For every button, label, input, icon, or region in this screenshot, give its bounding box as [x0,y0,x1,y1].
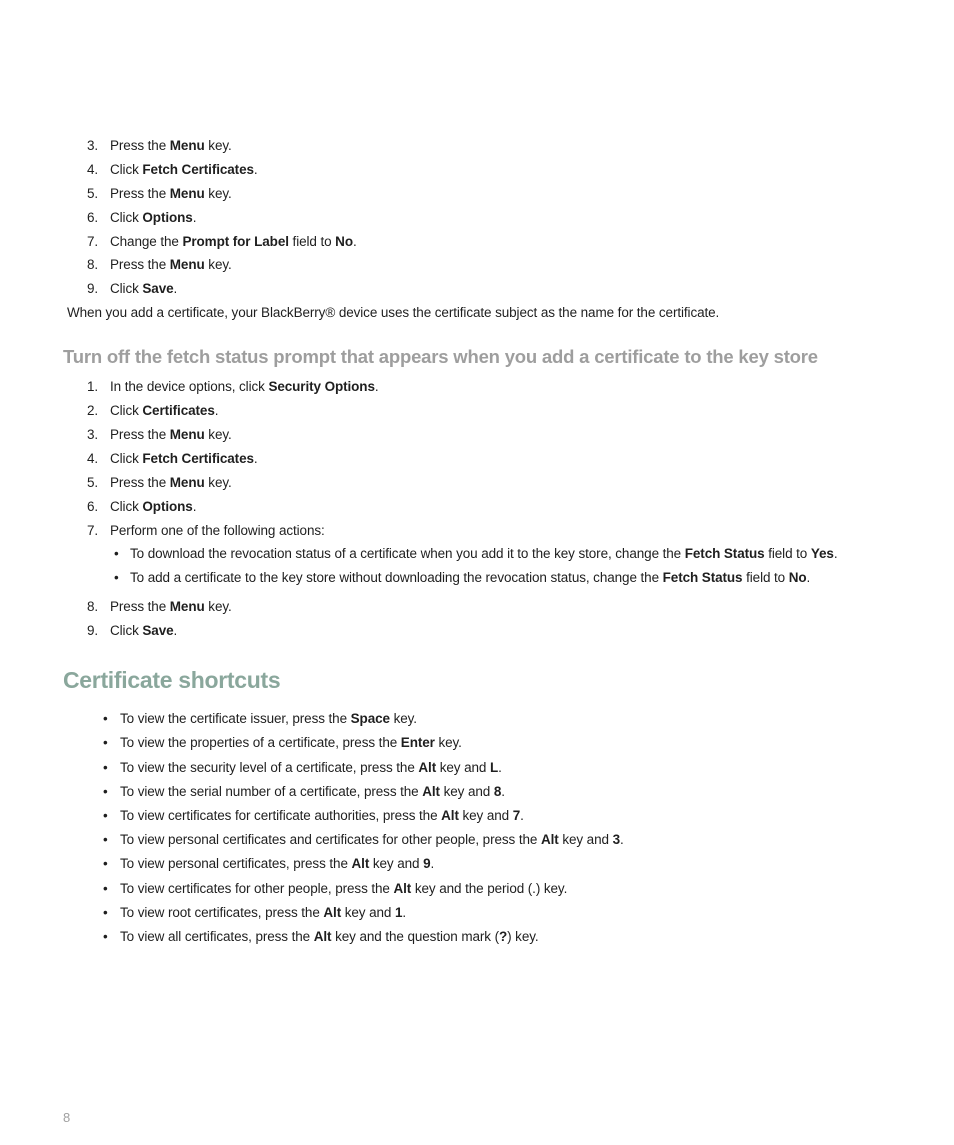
text-segment: key. [204,257,232,272]
text-segment: key and [341,905,395,920]
bold-term: Fetch Status [662,570,743,585]
text-segment: . [833,546,838,561]
bold-term: 1 [394,905,403,920]
text-segment: field to [742,570,789,585]
bold-term: L [489,760,499,775]
shortcuts-heading: Certificate shortcuts [63,667,281,693]
bold-term: Alt [393,881,412,896]
text-segment: To view all certificates, press the [120,929,314,944]
bullet-icon: • [103,881,108,896]
text-segment: key and [558,832,613,847]
text-segment: key and the period (.) key. [411,881,568,896]
bullet-icon: • [103,808,108,823]
text-segment: . [520,808,524,823]
text-segment: key and [436,760,490,775]
bullet-icon: • [103,905,108,920]
bold-term: Options [142,210,193,225]
text-segment: . [501,784,505,799]
bold-term: Certificates [142,403,215,418]
text-segment: . [498,760,502,775]
bold-term: Alt [313,929,332,944]
text-segment: ) key. [507,929,539,944]
text-segment: . [402,905,407,920]
text-segment: . [806,570,811,585]
bold-term: No [335,234,353,249]
text-segment: Click [110,623,143,638]
bold-term: Alt [422,784,440,799]
bold-term: 7 [512,808,521,823]
bold-term: 3 [612,832,620,847]
text-segment: . [374,379,379,394]
bold-term: Yes [810,546,834,561]
note-paragraph: When you add a certificate, your BlackBerry® device uses the certificate subject as the name for the certificate. [67,305,720,320]
bold-term: Security Options [268,379,375,394]
text-segment: To view the properties of a certificate, press the [120,735,401,750]
text-segment: . [253,162,258,177]
text-segment: . [253,451,258,466]
bold-term: Menu [169,138,205,153]
bold-term: Menu [169,186,205,201]
text-segment: key and [458,808,513,823]
bold-term: Enter [400,735,435,750]
bullet-icon: • [103,856,108,871]
text-segment: . [173,281,178,296]
bold-term: Save [142,623,174,638]
text-segment: . [173,623,178,638]
text-segment: key. [389,711,417,726]
bold-term: Menu [169,427,205,442]
text-segment: Press the [110,138,170,153]
text-segment: To view personal certificates, press the [120,856,352,871]
text-segment: . [192,210,197,225]
text-segment: key. [204,475,232,490]
bold-term: Alt [351,856,370,871]
text-segment: field to [288,234,336,249]
text-segment: Click [110,210,143,225]
text-segment: key. [204,186,232,201]
bold-term: Fetch Certificates [142,162,254,177]
bullet-icon: • [103,929,108,944]
bold-term: Alt [418,760,437,775]
text-segment: To view the serial number of a certificate, press the [120,784,423,799]
text-segment: To view certificates for other people, press the [120,881,394,896]
bold-term: Space [350,711,390,726]
bullet-icon: • [103,735,108,750]
bold-term: Fetch Status [684,546,765,561]
text-segment: To view the security level of a certificate, press the [120,760,419,775]
text-segment: Click [110,281,143,296]
text-segment: Click [110,403,143,418]
bold-term: No [788,570,807,585]
text-segment: To view personal certificates and certificates for other people, press the [120,832,541,847]
text-segment: key and [369,856,424,871]
text-segment: . [192,499,197,514]
text-segment: . [214,403,219,418]
bullet-icon: • [103,711,108,726]
text-segment: key. [434,735,462,750]
text-segment: field to [764,546,811,561]
bullet-icon: • [103,832,108,847]
text-segment: To view certificates for certificate authorities, press the [120,808,442,823]
text-segment: Click [110,499,143,514]
section-heading: Turn off the fetch status prompt that appears when you add a certificate to the key store [63,346,818,367]
bold-term: 9 [423,856,431,871]
bold-term: Alt [540,832,559,847]
text-segment: . [352,234,357,249]
text-segment: key. [204,599,232,614]
bold-term: Menu [169,257,205,272]
bold-term: Options [142,499,193,514]
text-segment: In the device options, click [110,379,269,394]
text-segment: Click [110,162,143,177]
bold-term: Alt [323,905,342,920]
text-segment: Change the [110,234,183,249]
bold-term: Menu [169,599,205,614]
bullet-icon: • [114,570,119,585]
bold-term: Menu [169,475,205,490]
text-segment: Press the [110,427,170,442]
text-segment: key and [439,784,494,799]
text-segment: Click [110,451,143,466]
page-number: 8 [63,1110,71,1125]
bullet-icon: • [103,784,108,799]
text-segment: key and the question mark ( [331,929,499,944]
text-segment: To view the certificate issuer, press the [120,711,351,726]
bold-term: Save [142,281,174,296]
text-segment: . [619,832,624,847]
text-segment: Perform one of the following actions: [110,523,325,538]
bold-term: Fetch Certificates [142,451,254,466]
text-segment: To add a certificate to the key store without downloading the revocation status, change the [130,570,663,585]
bullet-icon: • [103,760,108,775]
text-segment: Press the [110,475,170,490]
text-segment: To view root certificates, press the [120,905,324,920]
bold-term: 8 [493,784,502,799]
text-segment: . [430,856,435,871]
bullet-icon: • [114,546,119,561]
bold-term: Alt [441,808,459,823]
text-segment: key. [204,427,232,442]
text-segment: Press the [110,186,170,201]
bold-term: ? [498,929,508,944]
text-segment: key. [204,138,232,153]
text-segment: To download the revocation status of a certificate when you add it to the key store, change the [130,546,685,561]
text-segment: Press the [110,599,170,614]
text-segment: Press the [110,257,170,272]
bold-term: Prompt for Label [182,234,289,249]
